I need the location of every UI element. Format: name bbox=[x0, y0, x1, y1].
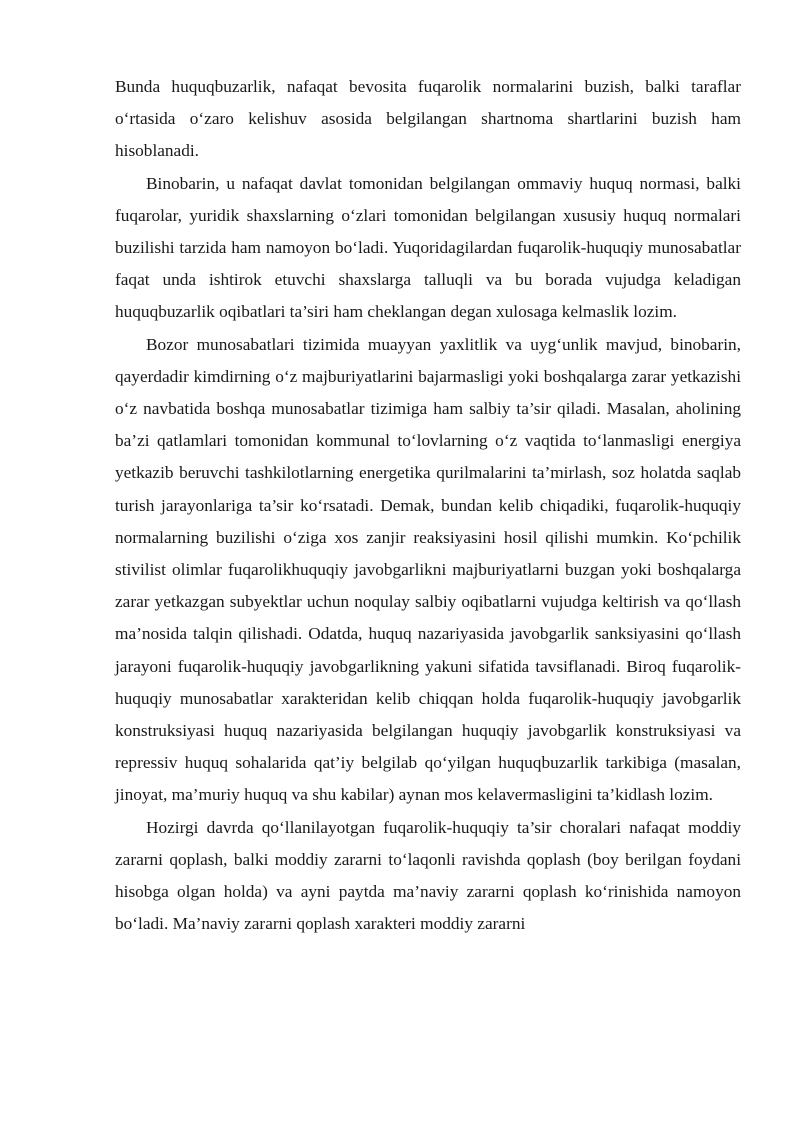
document-page bbox=[115, 71, 741, 940]
paragraph-4: Hozirgi davrda qo‘llanilayotgan fuqarolik-huquqiy ta’sir choralari nafaqat moddiy zararni qoplash, balki moddiy zararni to‘laqonli ravishda qoplash (boy berilgan foydani hisobga olgan holda) va ayni paytda ma’naviy zararni qoplash ko‘rinishida namoyon bo‘ladi. Ma’naviy zararni qoplash xarakteri moddiy zararni bbox=[115, 817, 741, 934]
paragraph-1: Bunda huquqbuzarlik, nafaqat bevosita fuqarolik normalarini buzish, balki taraflar o‘rtasida o‘zaro kelishuv asosida belgilangan shartnoma shartlarini buzish ham hisoblanadi. bbox=[115, 77, 741, 161]
paragraph-2: Binobarin, u nafaqat davlat tomonidan belgilangan ommaviy huquq normasi, balki fuqarolar, yuridik shaxslarning o‘zlari tomonidan belgilangan xususiy huquq normalari buzilishi tarzida ham namoyon bo‘ladi. Yuqoridagilardan fuqarolik-huquqiy munosabatlar faqat unda ishtirok etuvchi shaxslarga talluqli va bu borada vujudga keladigan huquqbuzarlik oqibatlari ta’siri ham cheklangan degan xulosaga kelmaslik lozim. bbox=[115, 173, 741, 322]
paragraph-3: Bozor munosabatlari tizimida muayyan yaxlitlik va uyg‘unlik mavjud, binobarin, qayerdadir kimdirning o‘z majburiyatlarini bajarmasligi yoki boshqalarga zarar yetkazishi o‘z navbatida boshqa munosabatlar tizimiga ham salbiy ta’sir qiladi. Masalan, aholining ba’zi qatlamlari tomonidan kommunal to‘lovlarning o‘z vaqtida to‘lanmasligi energiya yetkazib beruvchi tashkilotlarning energetika qurilmalarini ta’mirlash, soz holatda saqlab turish jarayonlariga ta’sir ko‘rsatadi. Demak, bundan kelib chiqadiki, fuqarolik-huquqiy normalarning buzilishi o‘ziga xos zanjir reaksiyasini hosil qilishi mumkin. Ko‘pchilik stivilist olimlar fuqarolikhuquqiy javobgarlikni majburiyatlarni buzgan yoki boshqalarga zarar yetkazgan subyektlar uchun noqulay salbiy oqibatlarni vujudga keltirish va qo‘llash ma’nosida talqin qilishadi. Odatda, huquq nazariyasida javobgarlik sanksiyasini qo‘llash jarayoni fuqarolik-huquqiy javobgarlikning yakuni sifatida tavsiflanadi. Biroq fuqarolik-huquqiy munosabatlar xarakteridan kelib chiqqan holda fuqarolik-huquqiy javobgarlik konstruksiyasi huquq nazariyasida belgilangan huquqiy javobgarlik konstruksiyasi va repressiv huquq sohalarida qat’iy belgilab qo‘yilgan huquqbuzarlik tarkibiga (masalan, jinoyat, ma’muriy huquq va shu kabilar) aynan mos kelavermasligini ta’kidlash lozim. bbox=[115, 334, 741, 805]
